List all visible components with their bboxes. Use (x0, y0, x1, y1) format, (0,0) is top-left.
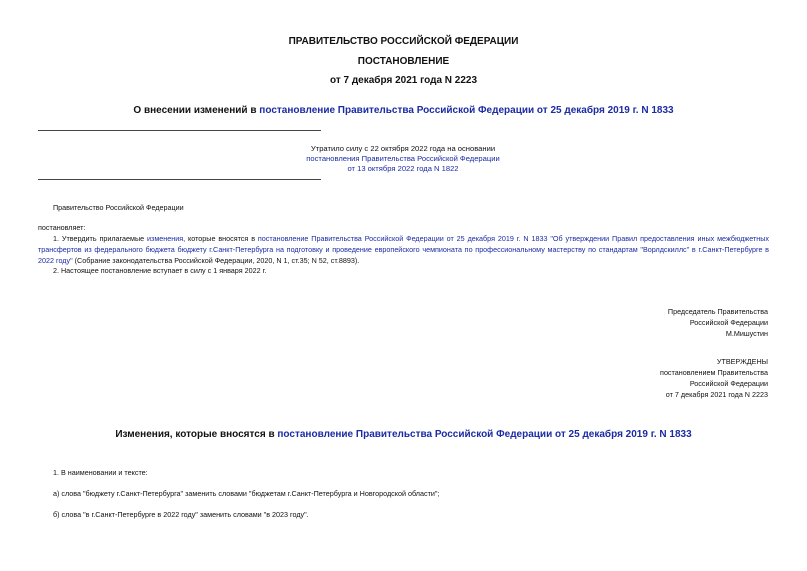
header-date-number: от 7 декабря 2021 года N 2223 (329, 75, 478, 86)
header-doctype: ПОСТАНОВЛЕНИЕ (357, 56, 450, 67)
approved-line3: Российской Федерации (689, 379, 768, 388)
changes-item-a: а) слова "бюджету г.Санкт-Петербурга" заменить словами "бюджетам г.Санкт-Петербурга и Новгородской области"; (53, 489, 440, 498)
changes-title-link[interactable]: постановление Правительства Российской Федерации от 25 декабря 2019 г. N 1833 (277, 429, 692, 440)
signature-block (668, 306, 768, 339)
approved-line1: УТВЕРЖДЕНЫ (716, 357, 768, 366)
item1-text-b: , которые вносятся в (183, 234, 258, 243)
approved-line2: постановлением Правительства (660, 368, 768, 377)
changes-title (0, 428, 807, 441)
approved-line4: от 7 декабря 2021 года N 2223 (665, 390, 768, 399)
body-item-2: 2. Настоящее постановление вступает в силу с 1 января 2022 г. (53, 266, 267, 275)
divider-top (38, 130, 321, 131)
signature-line1: Председатель Правительства (667, 307, 768, 316)
item1-text-a: 1. Утвердить прилагаемые (53, 234, 148, 243)
status-note-link-line3[interactable]: от 13 октября 2022 года N 1822 (347, 164, 459, 173)
changes-item-1: 1. В наименовании и тексте: (53, 468, 148, 477)
body-government: Правительство Российской Федерации (53, 203, 184, 212)
title-link[interactable]: постановление Правительства Российской Федерации от 25 декабря 2019 г. N 1833 (259, 105, 674, 116)
status-note-line1: Утратило силу с 22 октября 2022 года на основании (310, 144, 496, 153)
document-title (0, 104, 807, 117)
item1-text-c: (Собрание законодательства Российской Федерации, 2020, N 1, ст.35; N 52, ст.8893). (72, 256, 360, 265)
title-prefix: О внесении изменений в (133, 105, 260, 116)
body-item-1 (38, 233, 769, 266)
status-note (250, 144, 556, 174)
status-note-link-line2[interactable]: постановления Правительства Российской Федерации (306, 154, 500, 163)
signature-line3: М.Мишустин (725, 329, 768, 338)
header-org: ПРАВИТЕЛЬСТВО РОССИЙСКОЙ ФЕДЕРАЦИИ (288, 36, 519, 47)
body-decides: постановляет: (38, 223, 86, 232)
changes-item-b: б) слова "в г.Санкт-Петербурге в 2022 году" заменить словами "в 2023 году". (53, 510, 309, 519)
signature-line2: Российской Федерации (689, 318, 768, 327)
divider-bottom (38, 179, 321, 180)
item1-link-changes[interactable]: изменения (147, 234, 184, 243)
changes-title-prefix: Изменения, которые вносятся в (115, 429, 278, 440)
item1-link-decree[interactable]: постановление Правительства Российской Федерации от 25 декабря 2019 г. N 1833 "Об утверждении Правил предоставления иных межбюджетных трансфертов из федерального бюджета бюджету г.Санкт-Петербурга на подготовку и проведение европейского чемпионата по профессиональному мастерству по стандартам "Ворлдскиллс" в г.Санкт-Петербурге в 2022 году" (38, 234, 769, 265)
approved-block (660, 356, 768, 400)
